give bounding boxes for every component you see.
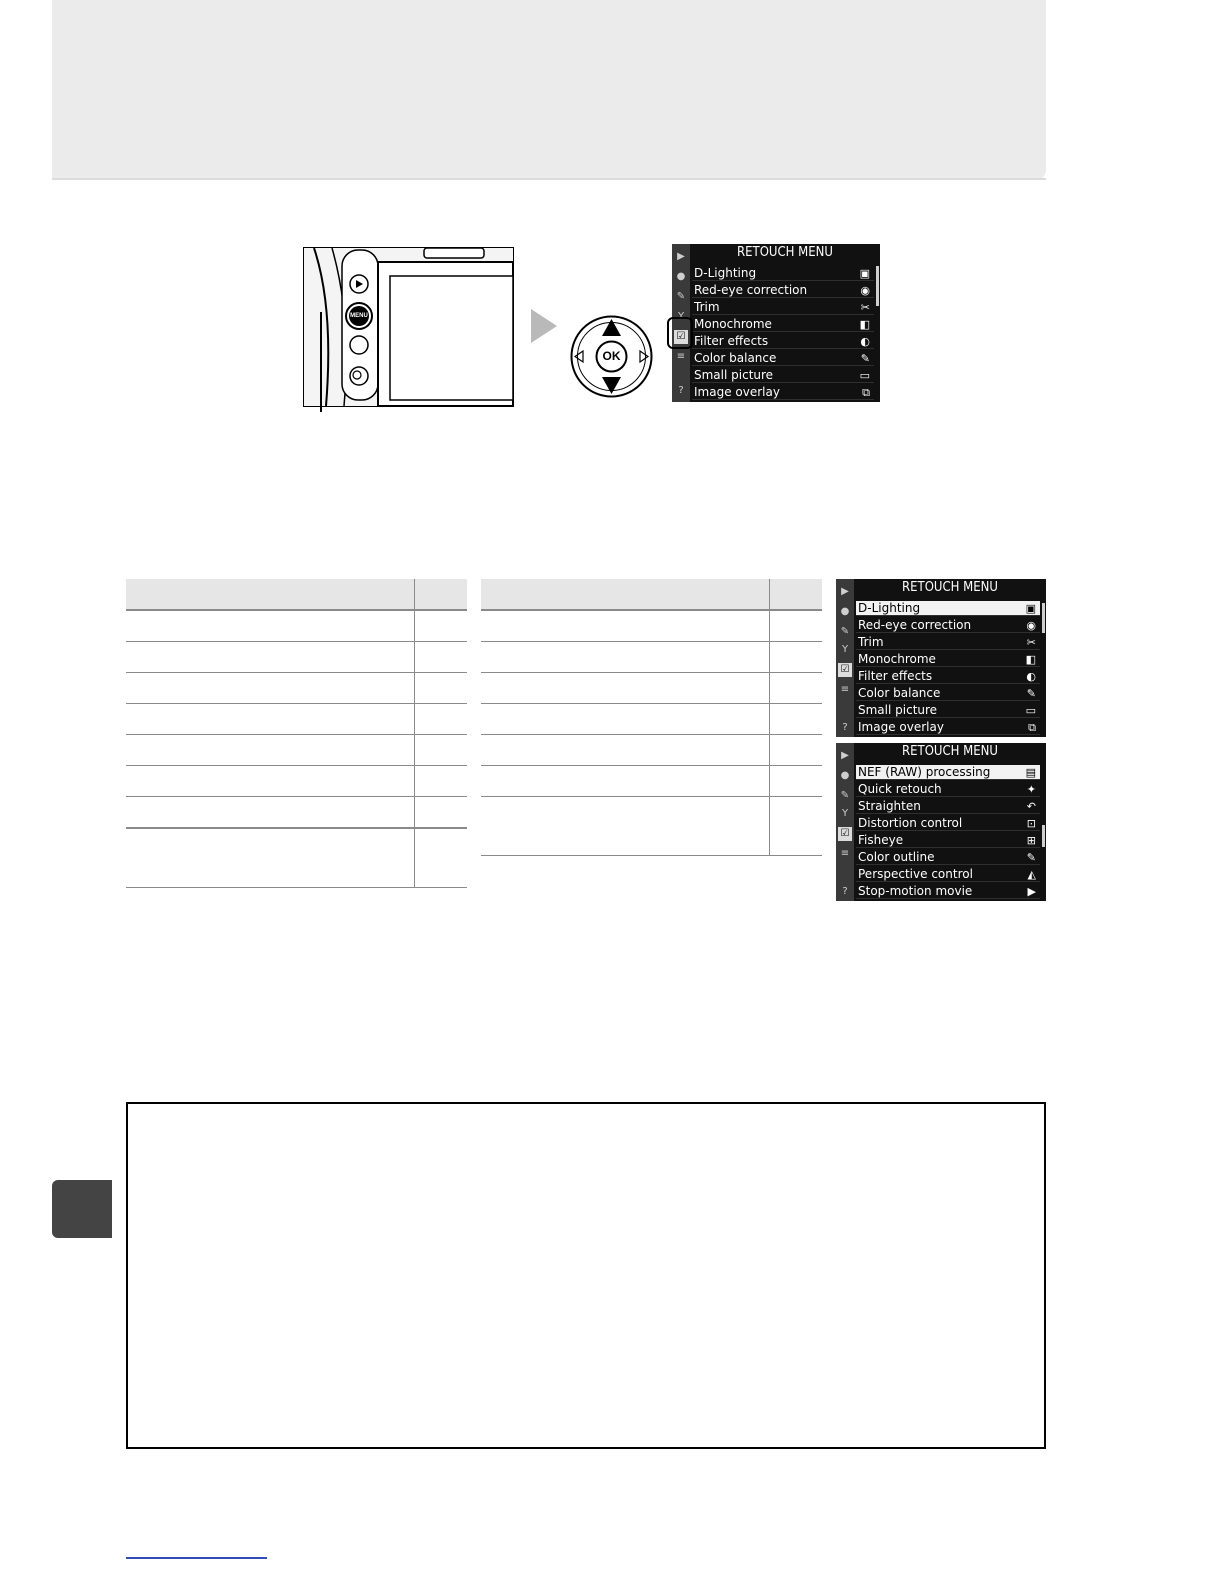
menu-item-label: Filter effects <box>858 669 933 683</box>
menu-item[interactable] <box>856 686 1040 701</box>
table-row <box>126 766 467 797</box>
menu-item-label: Trim <box>858 635 884 649</box>
menu-item-label: NEF (RAW) processing <box>858 765 991 779</box>
table-cell <box>415 673 468 704</box>
color-balance-icon: ✎ <box>860 352 870 365</box>
table-cell <box>126 704 415 735</box>
menu-item[interactable] <box>692 317 874 332</box>
setup-tab-icon[interactable]: Y <box>841 644 849 655</box>
table-cell <box>126 673 415 704</box>
camera-back-illustration <box>303 247 514 407</box>
multi-selector[interactable] <box>569 314 654 399</box>
menu-item[interactable] <box>856 703 1040 718</box>
small-picture-icon: ▭ <box>1025 704 1036 717</box>
menu-tab-column <box>836 579 854 737</box>
table-row <box>126 642 467 673</box>
menu-item[interactable] <box>856 720 1040 735</box>
d-lighting-icon: ▣ <box>1025 602 1036 615</box>
help-icon[interactable]: ? <box>842 886 848 897</box>
callout-line <box>320 312 322 412</box>
scissors-icon: ✂ <box>1026 636 1036 649</box>
menu-button[interactable]: MENU <box>349 306 369 326</box>
menu-item-label: Fisheye <box>858 833 904 847</box>
eye-icon: ◉ <box>1026 619 1036 632</box>
recent-settings-tab-icon[interactable]: ≡ <box>840 848 850 859</box>
menu-item-label: Image overlay <box>858 720 944 734</box>
menu-item[interactable] <box>692 368 874 383</box>
quick-retouch-icon: ✦ <box>1026 783 1036 796</box>
color-outline-icon: ✎ <box>1026 851 1036 864</box>
table-row <box>481 610 822 642</box>
help-icon[interactable]: ? <box>842 722 848 733</box>
menu-item-label: Small picture <box>858 703 938 717</box>
menu-item[interactable] <box>692 300 874 315</box>
table-cell <box>415 828 468 888</box>
table-row <box>481 673 822 704</box>
monochrome-icon: ◧ <box>859 318 870 331</box>
shooting-tab-icon[interactable]: ● <box>840 770 850 781</box>
menu-item-label: Filter effects <box>694 334 769 348</box>
menu-item[interactable] <box>856 867 1040 882</box>
table-cell <box>770 735 823 766</box>
custom-settings-tab-icon[interactable]: ✎ <box>676 291 686 302</box>
small-picture-icon: ▭ <box>859 369 870 382</box>
perspective-control-icon: ◭ <box>1027 868 1036 881</box>
menu-title: RETOUCH MENU <box>902 744 998 759</box>
menu-item[interactable] <box>856 782 1040 797</box>
retouch-menu-screen-page2 <box>836 743 1046 901</box>
scissors-icon: ✂ <box>860 301 870 314</box>
image-overlay-icon: ⧉ <box>862 386 870 399</box>
image-overlay-icon: ⧉ <box>1028 721 1036 734</box>
menu-item[interactable] <box>856 799 1040 814</box>
table-cell <box>415 704 468 735</box>
menu-item-label: Red-eye correction <box>858 618 972 632</box>
menu-item[interactable] <box>856 850 1040 865</box>
header-rule <box>52 178 1046 180</box>
retouch-tab-icon[interactable]: ☑ <box>674 330 688 344</box>
monochrome-icon: ◧ <box>1025 653 1036 666</box>
stop-motion-movie-icon: ▶ <box>1027 885 1036 898</box>
menu-item[interactable] <box>856 635 1040 650</box>
table-row <box>481 704 822 735</box>
retouch-tab-icon[interactable]: ☑ <box>838 663 852 677</box>
menu-item[interactable] <box>856 884 1040 899</box>
table-cell <box>126 735 415 766</box>
table-header-row <box>481 579 822 610</box>
table-cell <box>770 766 823 797</box>
menu-item[interactable] <box>856 765 1040 780</box>
camera-body-drawing <box>304 248 513 406</box>
menu-item[interactable] <box>692 283 874 298</box>
table-row <box>126 673 467 704</box>
table-cell <box>481 735 770 766</box>
table-cell <box>481 610 770 642</box>
table-cell <box>415 797 468 829</box>
table-cell <box>481 642 770 673</box>
retouch-menu-screen-page1 <box>836 579 1046 737</box>
playback-tab-icon[interactable]: ▶ <box>841 586 849 597</box>
menu-item[interactable] <box>856 833 1040 848</box>
menu-item-label: Image overlay <box>694 385 780 399</box>
scroll-indicator <box>1042 603 1045 633</box>
custom-settings-tab-icon[interactable]: ✎ <box>840 626 850 637</box>
table-cell <box>126 766 415 797</box>
menu-item[interactable] <box>692 266 874 281</box>
menu-item[interactable] <box>856 618 1040 633</box>
playback-tab-icon[interactable]: ▶ <box>677 251 685 262</box>
menu-item[interactable] <box>856 669 1040 684</box>
table-cell <box>770 642 823 673</box>
table-row <box>126 797 467 829</box>
reference-table-left <box>126 579 467 888</box>
shooting-tab-icon[interactable]: ● <box>840 606 850 617</box>
menu-item-label: D-Lighting <box>694 266 757 280</box>
table-row <box>481 797 822 856</box>
table-header-cell <box>126 579 415 610</box>
menu-item-label: Red-eye correction <box>694 283 808 297</box>
distortion-control-icon: ⊡ <box>1026 817 1036 830</box>
menu-tab-column <box>836 743 854 901</box>
table-cell <box>126 610 415 642</box>
table-row <box>481 766 822 797</box>
setup-tab-icon[interactable]: Y <box>841 808 849 819</box>
table-header-cell <box>770 579 823 610</box>
menu-item[interactable] <box>856 652 1040 667</box>
color-balance-icon: ✎ <box>1026 687 1036 700</box>
menu-item-label: D-Lighting <box>858 601 921 615</box>
table-cell <box>415 642 468 673</box>
page-link-underline[interactable] <box>126 1557 267 1559</box>
table-row <box>126 735 467 766</box>
menu-item-label: Color outline <box>858 850 935 864</box>
recent-settings-tab-icon[interactable]: ≡ <box>676 351 686 362</box>
table-cell <box>126 797 415 829</box>
ok-button-label: OK <box>602 349 621 363</box>
table-row <box>126 610 467 642</box>
menu-item[interactable] <box>856 601 1040 616</box>
menu-item-label: Straighten <box>858 799 921 813</box>
menu-item[interactable] <box>692 334 874 349</box>
table-header-cell <box>415 579 468 610</box>
table-row <box>126 828 467 888</box>
menu-title: RETOUCH MENU <box>902 580 998 595</box>
menu-item-label: Perspective control <box>858 867 973 881</box>
menu-title: RETOUCH MENU <box>737 245 833 260</box>
arrow-right-icon <box>531 309 557 343</box>
chapter-side-tab <box>52 1180 112 1238</box>
filter-icon: ◐ <box>1026 670 1036 683</box>
table-header-cell <box>481 579 770 610</box>
menu-item-label: Monochrome <box>858 652 936 666</box>
table-cell <box>126 828 415 888</box>
scroll-indicator <box>876 266 879 306</box>
menu-item-label: Quick retouch <box>858 782 942 796</box>
table-cell <box>481 673 770 704</box>
table-cell <box>415 766 468 797</box>
table-cell <box>481 766 770 797</box>
filter-icon: ◐ <box>860 335 870 348</box>
header-band <box>52 0 1046 180</box>
table-cell <box>415 735 468 766</box>
menu-item-label: Stop-motion movie <box>858 884 973 898</box>
menu-item-label: Trim <box>694 300 720 314</box>
setup-tab-icon[interactable]: Y <box>677 311 685 322</box>
note-box <box>126 1102 1046 1449</box>
playback-tab-icon[interactable]: ▶ <box>841 750 849 761</box>
retouch-tab-icon[interactable]: ☑ <box>838 827 852 841</box>
table-row <box>126 704 467 735</box>
d-lighting-icon: ▣ <box>859 267 870 280</box>
retouch-tab-highlight-frame <box>667 317 693 349</box>
menu-item-label: Small picture <box>694 368 774 382</box>
table-cell <box>770 797 823 856</box>
menu-item[interactable] <box>856 816 1040 831</box>
menu-item[interactable] <box>692 351 874 366</box>
table-cell <box>770 704 823 735</box>
reference-table-right <box>481 579 822 856</box>
help-icon[interactable]: ? <box>678 385 684 396</box>
table-cell <box>126 642 415 673</box>
scroll-indicator <box>1042 825 1045 847</box>
shooting-tab-icon[interactable]: ● <box>676 271 686 282</box>
retouch-menu-screen-top <box>672 244 880 402</box>
table-header-row <box>126 579 467 610</box>
menu-item-label: Color balance <box>694 351 777 365</box>
table-cell <box>481 704 770 735</box>
straighten-icon: ↶ <box>1026 800 1036 813</box>
table-cell <box>770 610 823 642</box>
menu-item-label: Color balance <box>858 686 941 700</box>
recent-settings-tab-icon[interactable]: ≡ <box>840 684 850 695</box>
menu-item-label: Monochrome <box>694 317 772 331</box>
menu-item[interactable] <box>692 385 874 400</box>
table-cell <box>770 673 823 704</box>
custom-settings-tab-icon[interactable]: ✎ <box>840 790 850 801</box>
table-row <box>481 642 822 673</box>
eye-icon: ◉ <box>860 284 870 297</box>
fisheye-icon: ⊞ <box>1026 834 1036 847</box>
raw-processing-icon: ▤ <box>1025 766 1036 779</box>
table-cell <box>415 610 468 642</box>
table-row <box>481 735 822 766</box>
table-cell <box>481 797 770 856</box>
menu-item-label: Distortion control <box>858 816 963 830</box>
